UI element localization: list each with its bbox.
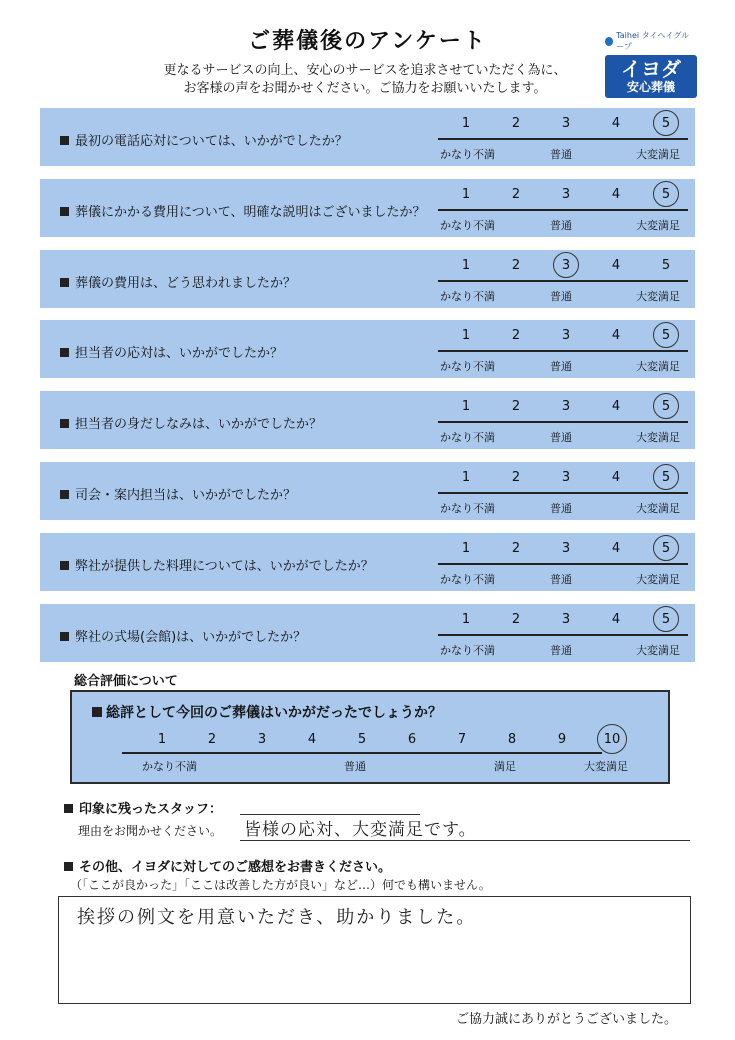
- question-row: [40, 604, 695, 662]
- question-label: 弊社が提供した料理については、いかがでしたか？: [75, 559, 374, 574]
- question-label: 葬儀の費用は、どう思われましたか？: [75, 276, 297, 291]
- selected-circle-mark: [653, 393, 679, 419]
- bullet-square-icon: [60, 561, 69, 570]
- question-text: [60, 130, 348, 149]
- rating-option-3[interactable]: 3: [561, 187, 571, 202]
- question-label: 担当者の応対は、いかがでしたか？: [75, 346, 284, 361]
- scale-high-label: 大変満足: [636, 219, 680, 232]
- scale-low-label: かなり不満: [440, 219, 495, 232]
- scale-low-label: かなり不満: [440, 148, 495, 161]
- overall-option-7[interactable]: 7: [457, 732, 467, 747]
- logo-tagline: 安心葬儀: [626, 80, 675, 94]
- scale-mid-label: 普通: [550, 290, 572, 303]
- overall-scale-line: [122, 752, 602, 754]
- scale-high-label: 大変満足: [636, 644, 680, 657]
- selected-circle-mark: [653, 181, 679, 207]
- bullet-square-icon: [60, 278, 69, 287]
- scale-line: [438, 563, 688, 565]
- rating-scale: [438, 462, 688, 520]
- question-label: 最初の電話応対については、いかがでしたか？: [75, 134, 348, 149]
- rating-option-5[interactable]: 5: [661, 258, 671, 273]
- rating-scale: [438, 391, 688, 449]
- logo-box: [605, 55, 697, 98]
- scale-line: [438, 280, 688, 282]
- rating-option-4[interactable]: 4: [611, 187, 621, 202]
- scale-high-label: 大変満足: [636, 290, 680, 303]
- overall-selected-circle-mark: [597, 724, 627, 754]
- rating-option-2[interactable]: 2: [511, 116, 521, 131]
- bullet-square-icon: [60, 632, 69, 641]
- question-label: 担当者の身だしなみは、いかがでしたか？: [75, 417, 323, 432]
- scale-line: [438, 350, 688, 352]
- scale-mid-label: 普通: [550, 644, 572, 657]
- overall-option-3[interactable]: 3: [257, 732, 267, 747]
- rating-option-1[interactable]: 1: [461, 328, 471, 343]
- rating-option-5[interactable]: 5: [661, 612, 671, 627]
- question-label: 弊社の式場(会館)は、いかがでしたか？: [75, 630, 307, 645]
- overall-option-4[interactable]: 4: [307, 732, 317, 747]
- rating-option-3[interactable]: 3: [561, 612, 571, 627]
- rating-option-2[interactable]: 2: [511, 258, 521, 273]
- comment-box[interactable]: [58, 896, 691, 1004]
- rating-option-2[interactable]: 2: [511, 541, 521, 556]
- overall-option-9[interactable]: 9: [557, 732, 567, 747]
- question-text: [60, 201, 425, 220]
- overall-question-text: 総評として今回のご葬儀はいかがだったでしょうか？: [106, 705, 442, 721]
- scale-low-label: かなり不満: [440, 573, 495, 586]
- subtitle-line-2: お客様の声をお聞かせください。ご協力をお願いいたします。: [183, 81, 547, 96]
- rating-option-4[interactable]: 4: [611, 116, 621, 131]
- scale-high-label: 大変満足: [636, 148, 680, 161]
- staff-label-text: 印象に残ったスタッフ：: [79, 802, 223, 817]
- question-text: [60, 484, 296, 503]
- other-label: [64, 856, 391, 875]
- rating-option-1[interactable]: 1: [461, 541, 471, 556]
- rating-option-5[interactable]: 5: [661, 187, 671, 202]
- rating-option-4[interactable]: 4: [611, 399, 621, 414]
- other-label-text: その他、イヨダに対してのご感想をお書きください。: [79, 860, 392, 875]
- scale-low-label: かなり不満: [440, 360, 495, 373]
- rating-option-2[interactable]: 2: [511, 470, 521, 485]
- question-row: [40, 179, 695, 237]
- question-text: [60, 413, 322, 432]
- question-label: 司会・案内担当は、いかがでしたか？: [75, 488, 297, 503]
- selected-circle-mark: [653, 110, 679, 136]
- rating-option-1[interactable]: 1: [461, 187, 471, 202]
- rating-option-1[interactable]: 1: [461, 258, 471, 273]
- overall-low-label: かなり不満: [142, 760, 197, 773]
- reason-field[interactable]: [240, 840, 690, 841]
- question-row: [40, 250, 695, 308]
- scale-low-label: かなり不満: [440, 290, 495, 303]
- page-subtitle: [150, 62, 580, 98]
- rating-option-5[interactable]: 5: [661, 328, 671, 343]
- overall-heading: 総合評価について: [74, 674, 178, 689]
- other-sublabel: （「ここが良かった」「ここは改善した方が良い」など…）何でも構いません。: [70, 878, 491, 892]
- question-text: [60, 555, 374, 574]
- overall-scale: [132, 728, 632, 778]
- rating-scale: [438, 604, 688, 662]
- brand-mark-icon: [605, 37, 613, 46]
- overall-option-2[interactable]: 2: [207, 732, 217, 747]
- selected-circle-mark: [553, 252, 579, 278]
- rating-option-2[interactable]: 2: [511, 399, 521, 414]
- rating-scale: [438, 250, 688, 308]
- scale-mid-label: 普通: [550, 360, 572, 373]
- rating-option-4[interactable]: 4: [611, 470, 621, 485]
- scale-high-label: 大変満足: [636, 502, 680, 515]
- reason-label: 理由をお聞かせください。: [78, 824, 223, 838]
- rating-option-3[interactable]: 3: [561, 470, 571, 485]
- question-text: [60, 342, 283, 361]
- rating-scale: [438, 108, 688, 166]
- rating-scale: [438, 179, 688, 237]
- question-row: [40, 533, 695, 591]
- bullet-square-icon: [92, 707, 102, 717]
- logo-brand: [605, 30, 697, 52]
- bullet-square-icon: [60, 348, 69, 357]
- scale-line: [438, 492, 688, 494]
- scale-low-label: かなり不満: [440, 644, 495, 657]
- rating-option-2[interactable]: 2: [511, 187, 521, 202]
- rating-option-5[interactable]: 5: [661, 116, 671, 131]
- scale-low-label: かなり不満: [440, 431, 495, 444]
- rating-option-4[interactable]: 4: [611, 258, 621, 273]
- page-title: ご葬儀後のアンケート: [248, 29, 487, 54]
- rating-option-2[interactable]: 2: [511, 328, 521, 343]
- company-logo: [605, 30, 697, 98]
- comment-handwritten: 挨拶の例文を用意いただき、助かりました。: [77, 907, 477, 928]
- rating-option-3[interactable]: 3: [561, 116, 571, 131]
- scale-mid-label: 普通: [550, 431, 572, 444]
- scale-mid-label: 普通: [550, 573, 572, 586]
- scale-mid-label: 普通: [550, 219, 572, 232]
- scale-low-label: かなり不満: [440, 502, 495, 515]
- bullet-square-icon: [60, 419, 69, 428]
- logo-brand-text: Taihei タイヘイグループ: [616, 31, 690, 51]
- reason-handwritten: 皆様の応対、大変満足です。: [244, 820, 477, 840]
- question-text: [60, 626, 306, 645]
- overall-question: [92, 702, 442, 722]
- rating-option-5[interactable]: 5: [661, 470, 671, 485]
- question-row: [40, 320, 695, 378]
- overall-option-1[interactable]: 1: [157, 732, 167, 747]
- bullet-square-icon: [60, 136, 69, 145]
- rating-option-3[interactable]: 3: [561, 541, 571, 556]
- rating-option-5[interactable]: 5: [661, 541, 671, 556]
- rating-option-1[interactable]: 1: [461, 612, 471, 627]
- logo-name: イヨダ: [621, 57, 681, 81]
- rating-option-4[interactable]: 4: [611, 541, 621, 556]
- overall-option-10[interactable]: 10: [603, 732, 621, 747]
- rating-option-4[interactable]: 4: [611, 612, 621, 627]
- overall-option-8[interactable]: 8: [507, 732, 517, 747]
- question-row: [40, 391, 695, 449]
- bullet-square-icon: [60, 490, 69, 499]
- rating-option-3[interactable]: 3: [561, 399, 571, 414]
- overall-mid-label: 普通: [344, 760, 366, 773]
- overall-high-label: 大変満足: [584, 760, 628, 773]
- thanks-message: ご協力誠にありがとうございました。: [456, 1012, 678, 1027]
- bullet-square-icon: [64, 804, 73, 813]
- question-text: [60, 272, 296, 291]
- bullet-square-icon: [60, 207, 69, 216]
- selected-circle-mark: [653, 464, 679, 490]
- question-row: [40, 108, 695, 166]
- bullet-square-icon: [64, 862, 73, 871]
- selected-circle-mark: [653, 606, 679, 632]
- rating-option-1[interactable]: 1: [461, 399, 471, 414]
- question-label: 葬儀にかかる費用について、明確な説明はございましたか？: [75, 205, 426, 220]
- scale-high-label: 大変満足: [636, 573, 680, 586]
- scale-mid-label: 普通: [550, 502, 572, 515]
- rating-scale: [438, 320, 688, 378]
- overall-good-label: 満足: [494, 760, 516, 773]
- selected-circle-mark: [653, 535, 679, 561]
- selected-circle-mark: [653, 322, 679, 348]
- rating-option-4[interactable]: 4: [611, 328, 621, 343]
- staff-label: [64, 798, 222, 817]
- subtitle-line-1: 更なるサービスの向上、安心のサービスを追求させていただく為に、: [163, 63, 567, 78]
- scale-mid-label: 普通: [550, 148, 572, 161]
- rating-scale: [438, 533, 688, 591]
- rating-option-1[interactable]: 1: [461, 470, 471, 485]
- scale-line: [438, 421, 688, 423]
- rating-option-1[interactable]: 1: [461, 116, 471, 131]
- rating-option-2[interactable]: 2: [511, 612, 521, 627]
- scale-line: [438, 138, 688, 140]
- overall-option-5[interactable]: 5: [357, 732, 367, 747]
- rating-option-3[interactable]: 3: [561, 328, 571, 343]
- rating-option-5[interactable]: 5: [661, 399, 671, 414]
- scale-high-label: 大変満足: [636, 360, 680, 373]
- rating-option-3[interactable]: 3: [561, 258, 571, 273]
- scale-line: [438, 209, 688, 211]
- scale-high-label: 大変満足: [636, 431, 680, 444]
- question-row: [40, 462, 695, 520]
- overall-rating-box: [70, 690, 670, 784]
- scale-line: [438, 634, 688, 636]
- overall-option-6[interactable]: 6: [407, 732, 417, 747]
